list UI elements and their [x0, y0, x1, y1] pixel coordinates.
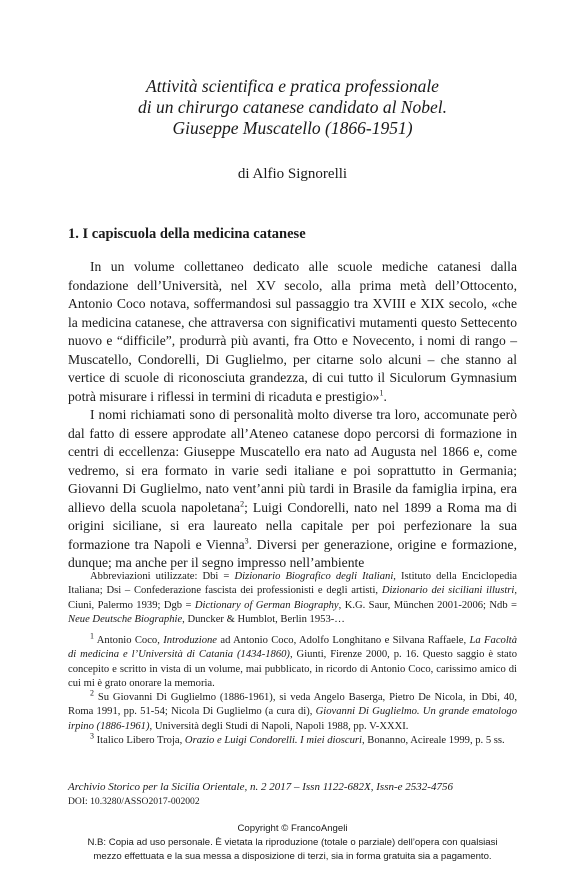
article-title [60, 76, 525, 139]
abbr-text: Abbreviazioni utilizzate: Dbi = [90, 571, 235, 582]
footnote-title: La Facoltà di medicina e l’Università di Catania (1434-1860) [68, 635, 518, 661]
paragraph-text: . [383, 388, 387, 404]
footnote [68, 688, 517, 734]
title-line: Attività scientifica e pratica professionale [146, 76, 439, 96]
footnote-title: Orazio e Luigi Condorelli. I miei dioscuri [184, 735, 362, 747]
copyright-notice: N.B: Copia ad uso personale. È vietata la riproduzione (totale o parziale) dell’opera con qualsiasi [87, 837, 498, 848]
footnote-text: , Giunti, Firenze 2000, p. 16. Questo saggio è stato concepito e scritto in vista di un volume, mai pubblicato, in ricordo di Antonio Coco, carissimo amico di cui mi è grato onorare la memoria. [68, 649, 517, 689]
footnote-text: ad Antonio Coco, Adolfo Longhitano e Silvana Raffaele, [217, 635, 470, 646]
abbr-title: Dizionario dei siciliani illustri [381, 585, 515, 597]
paragraph-text: In un volume collettaneo dedicato alle scuole mediche catanesi dalla fondazione dell’Università, nel XV secolo, alla prima metà dell’Ottocento, Antonio Coco notava, soffermandosi sul passaggio tra XVIII e XIX secolo, «che la medicina catanese, che attraversa con significativi mutamenti questo Settecento nuovo e “difficile”, produrrà più avanti, fra Otto e Novecento, i nomi di rango – Muscatello, Condorelli, Di Guglielmo, per citarne solo alcuni – che stanno al vertice di scuole di riconosciuta grandezza, di cui tutto il Siculorum Gymnasium potrà misurare i riflessi in termini di ricaduta e prestigio» [68, 259, 517, 404]
footnote-text: Italico Libero Troja, [94, 735, 185, 747]
copyright-notice: mezzo effettuata e la sua messa a disposizione di terzi, sia in forma gratuita sia a pagamento. [93, 851, 492, 862]
footnote-title: Introduzione [163, 635, 217, 646]
abbr-title: Dictionary of German Biography [194, 599, 339, 611]
body-text [68, 258, 517, 573]
footnote [68, 631, 518, 691]
footnote-title: Giovanni Di Guglielmo. Un grande ematologo irpino (1886-1961) [68, 706, 517, 732]
journal-info [68, 780, 517, 809]
footnote-text: Antonio Coco, [94, 635, 164, 646]
title-line: Giuseppe Muscatello (1866-1951) [172, 118, 413, 138]
copyright-footer [0, 822, 585, 864]
journal-reference: Archivio Storico per la Sicilia Orientale, n. 2 2017 – Issn 1122-682X, Issn-e 2532-4756 [68, 781, 453, 793]
footnote-number: 2 [90, 688, 94, 698]
abbr-text: , Duncker & Humblot, Berlin 1953-… [182, 613, 345, 625]
footnote-text: , Bonanno, Acireale 1999, p. 5 ss. [361, 735, 505, 747]
footnote-number: 3 [90, 731, 94, 741]
paragraph [68, 258, 517, 406]
author-byline: di Alfio Signorelli [237, 166, 348, 182]
footnote-text: Su Giovanni Di Guglielmo (1886-1961), si veda Angelo Baserga, Pietro De Nicola, in Dbi, 40, Roma 1991, pp. 51-54; Nicola Di Guglielmo (a cura di), [68, 692, 517, 718]
footnote [68, 731, 517, 748]
title-line: di un chirurgo catanese candidato al Nobel. [138, 97, 447, 117]
abbr-text: , Istituto della Enciclopedia Italiana; Dsi – Confederazione fascista dei professionisti e degli artisti, [68, 571, 518, 597]
paragraph [68, 406, 517, 573]
footnote-text: , Università degli Studi di Napoli, Napoli 1988, pp. V-XXXI. [149, 720, 409, 732]
paragraph-text: I nomi richiamati sono di personalità molto diverse tra loro, accomunate però dal fatto di essere approdate all’Ateneo catanese dopo percorsi di formazione in centri di eccellenza: Giuseppe Muscatello era nato ad Augusta nel 1866 e, come vedremo, si era formato in varie sedi italiane e poi soprattutto in Germania; Giovanni Di Guglielmo, nato vent’anni più tardi in Brasile da famiglia irpina, era allievo della scuola napoletana [68, 407, 517, 515]
copyright-line: Copyright © FrancoAngeli [237, 823, 348, 834]
paragraph-text: ; Luigi Condorelli, nato nel 1899 a Roma ma di origini siciliane, si era laureato nella capitale per poi perfezionare la sua formazione tra Napoli e Vienna [68, 499, 517, 552]
abbr-text: , Ciuni, Palermo 1939; Dgb = [68, 585, 517, 611]
abbr-title: Neue Deutsche Biographie [68, 613, 183, 625]
paragraph-text: . Diversi per generazione, origine e formazione, dunque; ma anche per il segno impresso nell’ambiente [68, 536, 517, 570]
section-heading: 1. I capiscuola della medicina catanese [68, 226, 306, 242]
footnotes [68, 631, 518, 748]
footnote-ref[interactable]: 2 [240, 498, 245, 508]
abbreviations-note [68, 570, 517, 627]
footnote-ref[interactable]: 3 [244, 535, 249, 545]
doi-link[interactable]: DOI: 10.3280/ASSO2017-002002 [68, 795, 200, 807]
abbr-text: , K.G. Saur, München 2001-2006; Ndb = [338, 599, 518, 611]
footnote-number: 1 [90, 631, 94, 641]
abbr-title: Dizionario Biografico degli Italiani [234, 571, 394, 582]
footnote-ref[interactable]: 1 [379, 387, 384, 397]
